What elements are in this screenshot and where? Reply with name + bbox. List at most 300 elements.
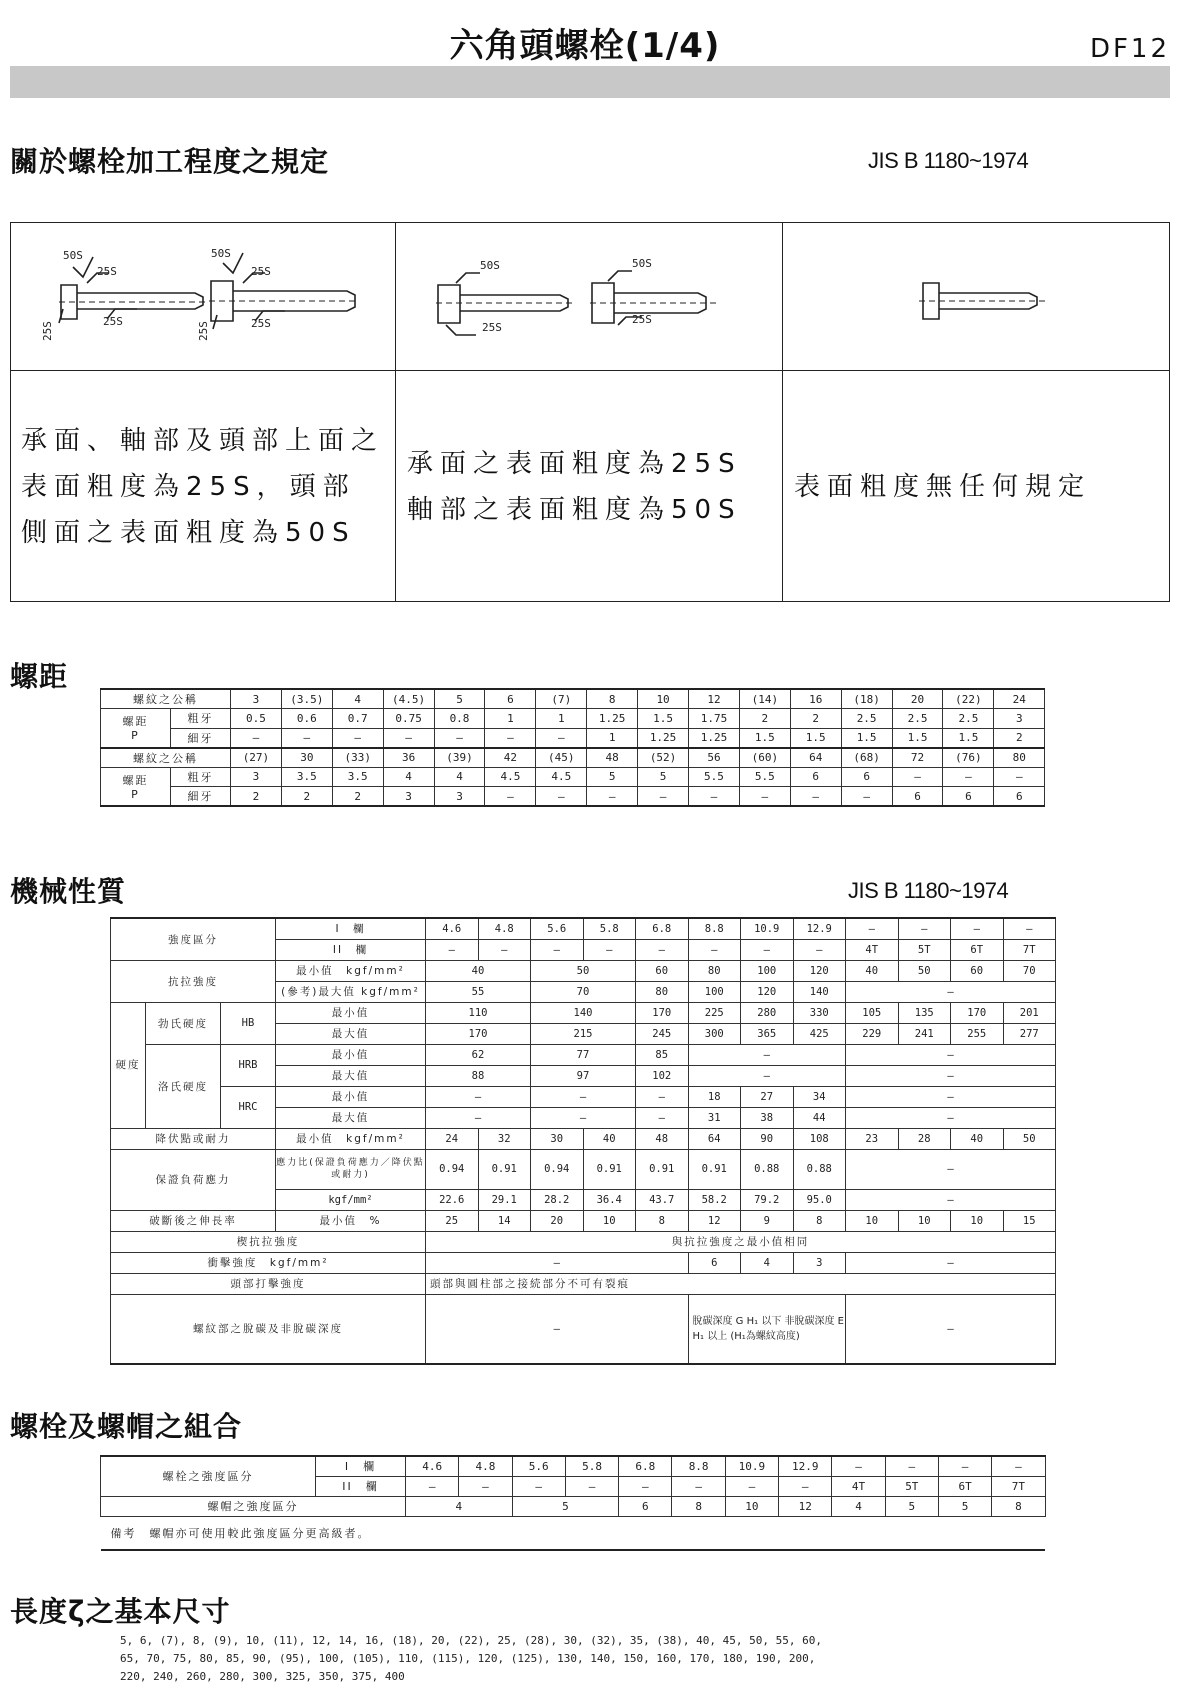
table-cell: 30: [531, 1128, 584, 1149]
table-cell: 5.5: [739, 767, 790, 787]
mech-heading: 機械性質: [10, 875, 127, 908]
table-cell: 3: [383, 787, 434, 807]
table-cell: 40: [846, 960, 899, 981]
bolt-drawing-3: [783, 223, 1169, 370]
table-cell: 330: [793, 1002, 846, 1023]
table-cell: 6T: [951, 939, 1004, 960]
table-cell: 225: [688, 1002, 741, 1023]
table-cell: 最大值: [276, 1107, 426, 1128]
table-cell: 5T: [885, 1476, 938, 1496]
table-cell: 255: [951, 1023, 1004, 1044]
table-cell: 0.94: [531, 1149, 584, 1189]
table-cell: —: [512, 1476, 565, 1496]
table-cell: 4T: [846, 939, 899, 960]
table-cell: 64: [790, 748, 841, 768]
table-cell: 201: [1003, 1002, 1056, 1023]
table-cell: 85: [636, 1044, 689, 1065]
table-cell: —: [383, 728, 434, 748]
table-cell: 30: [281, 748, 332, 768]
table-cell: 1.25: [638, 728, 689, 748]
table-cell: —: [846, 1065, 1056, 1086]
table-cell: —: [846, 1107, 1056, 1128]
table-cell: 108: [793, 1128, 846, 1149]
table-cell: —: [793, 939, 846, 960]
table-cell: —: [332, 728, 383, 748]
table-cell: (45): [536, 748, 587, 768]
table-cell: —: [725, 1476, 778, 1496]
table-cell: —: [636, 1086, 689, 1107]
table-cell: 0.88: [741, 1149, 794, 1189]
table-cell: HRC: [221, 1086, 276, 1128]
table-cell: 6: [485, 689, 536, 709]
table-cell: —: [565, 1476, 618, 1496]
table-cell: 40: [426, 960, 531, 981]
table-cell: 2: [332, 787, 383, 807]
table-cell: 97: [531, 1065, 636, 1086]
table-cell: 5T: [898, 939, 951, 960]
table-cell: —: [892, 767, 943, 787]
table-cell: 0.91: [688, 1149, 741, 1189]
table-cell: —: [531, 1086, 636, 1107]
table-cell: 12: [689, 689, 740, 709]
table-cell: 215: [531, 1023, 636, 1044]
table-cell: —: [846, 918, 899, 939]
table-cell: 5: [638, 767, 689, 787]
table-cell: 10: [898, 1210, 951, 1231]
table-cell: 細牙: [171, 787, 231, 807]
lengths-line: 5, 6, (7), 8, (9), 10, (11), 12, 14, 16, (18), 20, (22), 25, (28), 30, (32), 35, (38), 40, 45, 50, 55, 60,: [120, 1634, 822, 1647]
table-cell: 4.8: [459, 1456, 512, 1476]
table-cell: 1: [485, 709, 536, 729]
table-cell: 0.91: [636, 1149, 689, 1189]
table-cell: 58.2: [688, 1189, 741, 1210]
table-cell: 24: [426, 1128, 479, 1149]
table-cell: 10.9: [725, 1456, 778, 1476]
table-cell: 螺栓之強度區分: [101, 1456, 316, 1496]
table-cell: 88: [426, 1065, 531, 1086]
bolt-drawing-2: [396, 223, 782, 370]
table-cell: 135: [898, 1002, 951, 1023]
table-cell: 6: [790, 767, 841, 787]
table-cell: 最小值: [276, 1002, 426, 1023]
table-cell: —: [531, 1107, 636, 1128]
table-cell: —: [841, 787, 892, 807]
table-cell: 2.5: [841, 709, 892, 729]
table-cell: 8: [793, 1210, 846, 1231]
table-cell: 110: [426, 1002, 531, 1023]
table-cell: 1.5: [739, 728, 790, 748]
table-cell: 277: [1003, 1023, 1056, 1044]
table-cell: I 欄: [276, 918, 426, 939]
roughness-heading: 關於螺栓加工程度之規定: [10, 145, 330, 178]
table-cell: 77: [531, 1044, 636, 1065]
table-cell: —: [531, 939, 584, 960]
table-cell: (76): [943, 748, 994, 768]
table-cell: 5.5: [689, 767, 740, 787]
table-cell: 48: [587, 748, 638, 768]
table-cell: 粗牙: [171, 767, 231, 787]
table-cell: —: [688, 939, 741, 960]
table-cell: 5.8: [565, 1456, 618, 1476]
table-cell: 0.91: [478, 1149, 531, 1189]
table-cell: —: [846, 1294, 1056, 1364]
table-cell: 8: [587, 689, 638, 709]
roughness-mark: 25S: [482, 321, 502, 334]
table-cell: II 欄: [316, 1476, 406, 1496]
table-cell: 0.8: [434, 709, 485, 729]
table-cell: 6T: [938, 1476, 991, 1496]
table-cell: (參考)最大值 kgf/mm²: [276, 981, 426, 1002]
table-cell: —: [426, 1086, 531, 1107]
table-cell: 硬度: [111, 1002, 146, 1128]
table-cell: —: [485, 728, 536, 748]
table-cell: —: [846, 1189, 1056, 1210]
table-cell: 降伏點或耐力: [111, 1128, 276, 1149]
roughness-mark: 25S: [41, 321, 54, 341]
table-cell: 12.9: [793, 918, 846, 939]
table-cell: 與抗拉強度之最小值相同: [426, 1231, 1056, 1252]
table-cell: 5: [434, 689, 485, 709]
table-cell: 3: [793, 1252, 846, 1273]
table-cell: (4.5): [383, 689, 434, 709]
table-cell: —: [583, 939, 636, 960]
table-cell: 10.9: [741, 918, 794, 939]
table-cell: 2: [790, 709, 841, 729]
table-cell: 洛氏硬度: [146, 1044, 221, 1128]
table-cell: 最大值: [276, 1023, 426, 1044]
table-cell: 4.6: [426, 918, 479, 939]
roughness-text-1: 承面、軸部及頭部上面之表面粗度為25S，頭部側面之表面粗度為50S: [21, 426, 385, 548]
table-cell: 4: [332, 689, 383, 709]
table-cell: 0.7: [332, 709, 383, 729]
table-cell: (68): [841, 748, 892, 768]
table-cell: 12.9: [779, 1456, 832, 1476]
document-code: DF12: [1089, 34, 1170, 64]
table-cell: 衝擊強度 kgf/mm²: [111, 1252, 426, 1273]
table-cell: 43.7: [636, 1189, 689, 1210]
table-cell: 抗拉強度: [111, 960, 276, 1002]
table-cell: (3.5): [281, 689, 332, 709]
table-cell: 3: [231, 689, 282, 709]
roughness-mark: 25S: [97, 265, 117, 278]
table-cell: —: [485, 787, 536, 807]
table-cell: —: [885, 1456, 938, 1476]
table-cell: 最小值 %: [276, 1210, 426, 1231]
table-cell: 0.5: [231, 709, 282, 729]
table-cell: 細牙: [171, 728, 231, 748]
table-cell: 229: [846, 1023, 899, 1044]
table-cell: —: [846, 981, 1056, 1002]
table-cell: 4.8: [478, 918, 531, 939]
table-cell: 55: [426, 981, 531, 1002]
table-cell: 5: [512, 1496, 619, 1516]
table-cell: 9: [741, 1210, 794, 1231]
table-cell: 0.75: [383, 709, 434, 729]
table-cell: 100: [688, 981, 741, 1002]
table-cell: 4.6: [406, 1456, 459, 1476]
roughness-mark: 50S: [480, 259, 500, 272]
table-cell: 120: [741, 981, 794, 1002]
combination-table: [100, 1455, 1046, 1551]
table-cell: 頭部與圓柱部之接続部分不可有裂痕: [426, 1273, 1056, 1294]
table-cell: —: [992, 1456, 1045, 1476]
table-cell: 0.91: [583, 1149, 636, 1189]
table-cell: HB: [221, 1002, 276, 1044]
table-cell: 24: [994, 689, 1045, 709]
bolt-drawing-1: [11, 223, 395, 370]
table-cell: 2: [994, 728, 1045, 748]
table-cell: 4: [741, 1252, 794, 1273]
table-cell: (22): [943, 689, 994, 709]
table-cell: —: [739, 787, 790, 807]
table-cell: HRB: [221, 1044, 276, 1086]
table-cell: 螺紋部之脫碳及非脫碳深度: [111, 1294, 426, 1364]
table-cell: kgf/mm²: [276, 1189, 426, 1210]
table-cell: 14: [478, 1210, 531, 1231]
table-cell: 4.5: [536, 767, 587, 787]
table-cell: —: [426, 1252, 689, 1273]
table-cell: 2: [739, 709, 790, 729]
table-cell: 7T: [992, 1476, 1045, 1496]
table-cell: 勃氏硬度: [146, 1002, 221, 1044]
table-cell: —: [938, 1456, 991, 1476]
table-cell: 170: [426, 1023, 531, 1044]
table-cell: —: [1003, 918, 1056, 939]
table-cell: 50: [898, 960, 951, 981]
roughness-mark: 25S: [103, 315, 123, 328]
table-cell: 頭部打擊強度: [111, 1273, 426, 1294]
table-cell: 強度區分: [111, 918, 276, 960]
table-cell: 最小值: [276, 1086, 426, 1107]
table-cell: 8.8: [688, 918, 741, 939]
table-cell: 5: [938, 1496, 991, 1516]
table-cell: (18): [841, 689, 892, 709]
table-cell: (7): [536, 689, 587, 709]
table-cell: 4: [832, 1496, 885, 1516]
table-cell: 應力比(保證負荷應力／降伏點或耐力): [276, 1149, 426, 1189]
page-title: 六角頭螺栓(1/4): [449, 26, 721, 66]
table-cell: 2.5: [943, 709, 994, 729]
table-cell: 0.94: [426, 1149, 479, 1189]
table-cell: —: [994, 767, 1045, 787]
table-cell: 70: [1003, 960, 1056, 981]
table-cell: 25: [426, 1210, 479, 1231]
table-cell: 44: [793, 1107, 846, 1128]
roughness-mark: 50S: [63, 249, 83, 262]
table-cell: —: [434, 728, 485, 748]
table-cell: 79.2: [741, 1189, 794, 1210]
table-cell: —: [636, 939, 689, 960]
table-cell: —: [426, 939, 479, 960]
roughness-mark: 25S: [251, 265, 271, 278]
table-cell: 80: [688, 960, 741, 981]
table-cell: (33): [332, 748, 383, 768]
table-cell: —: [951, 918, 1004, 939]
table-cell: —: [689, 787, 740, 807]
table-cell: —: [536, 728, 587, 748]
table-cell: 1.25: [587, 709, 638, 729]
table-cell: —: [898, 918, 951, 939]
table-cell: 3.5: [332, 767, 383, 787]
table-cell: 8.8: [672, 1456, 725, 1476]
roughness-mark: 25S: [632, 313, 652, 326]
table-cell: —: [846, 1044, 1056, 1065]
table-cell: 3: [994, 709, 1045, 729]
table-cell: 102: [636, 1065, 689, 1086]
table-cell: 5: [885, 1496, 938, 1516]
table-cell: —: [779, 1476, 832, 1496]
table-cell: —: [741, 939, 794, 960]
table-cell: (27): [231, 748, 282, 768]
combo-heading: 螺栓及螺帽之組合: [10, 1410, 243, 1443]
table-cell: 28.2: [531, 1189, 584, 1210]
table-cell: —: [587, 787, 638, 807]
table-cell: 29.1: [478, 1189, 531, 1210]
table-cell: —: [832, 1456, 885, 1476]
title-bar: [10, 66, 1170, 98]
table-cell: —: [638, 787, 689, 807]
table-cell: —: [943, 767, 994, 787]
table-cell: 60: [951, 960, 1004, 981]
table-cell: 4T: [832, 1476, 885, 1496]
table-cell: 6: [892, 787, 943, 807]
table-cell: 20: [531, 1210, 584, 1231]
table-cell: 10: [583, 1210, 636, 1231]
table-cell: 1.5: [638, 709, 689, 729]
table-cell: 72: [892, 748, 943, 768]
roughness-mark: 50S: [632, 257, 652, 270]
table-cell: —: [688, 1065, 846, 1086]
table-cell: 120: [793, 960, 846, 981]
table-cell: 100: [741, 960, 794, 981]
table-cell: —: [619, 1476, 672, 1496]
table-cell: 36.4: [583, 1189, 636, 1210]
table-cell: (52): [638, 748, 689, 768]
table-cell: 20: [892, 689, 943, 709]
table-cell: 50: [1003, 1128, 1056, 1149]
table-cell: 16: [790, 689, 841, 709]
table-cell: 粗牙: [171, 709, 231, 729]
table-cell: 300: [688, 1023, 741, 1044]
table-cell: 40: [583, 1128, 636, 1149]
table-cell: 8: [672, 1496, 725, 1516]
table-cell: 1.5: [790, 728, 841, 748]
table-cell: 3.5: [281, 767, 332, 787]
table-cell: 90: [741, 1128, 794, 1149]
table-cell: 64: [688, 1128, 741, 1149]
table-cell: —: [459, 1476, 512, 1496]
table-cell: 6: [943, 787, 994, 807]
table-cell: 5.8: [583, 918, 636, 939]
table-cell: 備考 螺帽亦可使用較此強度區分更高級者。: [101, 1516, 1046, 1550]
pitch-table: [100, 688, 1045, 807]
table-cell: 5.6: [512, 1456, 565, 1476]
table-cell: 螺紋之公稱: [101, 748, 231, 768]
mechanical-table: [110, 917, 1056, 1365]
table-cell: 170: [636, 1002, 689, 1023]
table-cell: 31: [688, 1107, 741, 1128]
table-cell: (14): [739, 689, 790, 709]
table-cell: 22.6: [426, 1189, 479, 1210]
table-cell: 38: [741, 1107, 794, 1128]
table-cell: 4: [406, 1496, 513, 1516]
table-cell: 48: [636, 1128, 689, 1149]
roughness-mark: 50S: [211, 247, 231, 260]
table-cell: (39): [434, 748, 485, 768]
table-cell: 140: [793, 981, 846, 1002]
table-cell: 10: [725, 1496, 778, 1516]
mech-standard: JIS B 1180~1974: [848, 878, 1009, 903]
table-cell: 脫碳深度 G H₁ 以下 非脫碳深度 E H₁ 以上 (H₁為螺紋高度): [688, 1294, 846, 1364]
roughness-mark: 25S: [197, 321, 210, 341]
table-cell: 1.5: [943, 728, 994, 748]
table-cell: 27: [741, 1086, 794, 1107]
table-cell: 7T: [1003, 939, 1056, 960]
table-cell: —: [231, 728, 282, 748]
table-cell: 32: [478, 1128, 531, 1149]
table-cell: 60: [636, 960, 689, 981]
table-cell: 螺距 P: [101, 709, 171, 748]
table-cell: 50: [531, 960, 636, 981]
table-cell: 螺距 P: [101, 767, 171, 806]
table-cell: 18: [688, 1086, 741, 1107]
table-cell: 56: [689, 748, 740, 768]
table-cell: 1.25: [689, 728, 740, 748]
table-cell: 10: [951, 1210, 1004, 1231]
table-cell: 105: [846, 1002, 899, 1023]
table-cell: —: [688, 1044, 846, 1065]
table-cell: 螺紋之公稱: [101, 689, 231, 709]
table-cell: 80: [994, 748, 1045, 768]
table-cell: 6: [841, 767, 892, 787]
table-cell: 15: [1003, 1210, 1056, 1231]
table-cell: 4: [434, 767, 485, 787]
table-cell: 1.75: [689, 709, 740, 729]
lengths-line: 220, 240, 260, 280, 300, 325, 350, 375, 400: [120, 1670, 405, 1683]
table-cell: 2: [231, 787, 282, 807]
table-cell: 10: [638, 689, 689, 709]
table-cell: —: [846, 1252, 1056, 1273]
table-cell: 23: [846, 1128, 899, 1149]
table-cell: 170: [951, 1002, 1004, 1023]
table-cell: 最小值: [276, 1044, 426, 1065]
table-cell: 5: [587, 767, 638, 787]
table-cell: 8: [992, 1496, 1045, 1516]
table-cell: I 欄: [316, 1456, 406, 1476]
roughness-text-2: 承面之表面粗度為25S軸部之表面粗度為50S: [407, 449, 742, 525]
table-cell: 12: [779, 1496, 832, 1516]
table-cell: 1: [536, 709, 587, 729]
table-cell: —: [672, 1476, 725, 1496]
table-cell: —: [426, 1294, 689, 1364]
table-cell: 34: [793, 1086, 846, 1107]
table-cell: 95.0: [793, 1189, 846, 1210]
lengths-heading: 長度ζ之基本尺寸: [10, 1595, 231, 1628]
table-cell: 6.8: [636, 918, 689, 939]
table-cell: 最小值 kgf/mm²: [276, 1128, 426, 1149]
table-cell: —: [790, 787, 841, 807]
table-cell: 80: [636, 981, 689, 1002]
table-cell: 280: [741, 1002, 794, 1023]
table-cell: 2: [281, 787, 332, 807]
table-cell: 70: [531, 981, 636, 1002]
table-cell: 12: [688, 1210, 741, 1231]
table-cell: (60): [739, 748, 790, 768]
table-cell: —: [478, 939, 531, 960]
table-cell: 螺帽之強度區分: [101, 1496, 406, 1516]
table-cell: 1: [587, 728, 638, 748]
roughness-standard: JIS B 1180~1974: [868, 148, 1029, 173]
